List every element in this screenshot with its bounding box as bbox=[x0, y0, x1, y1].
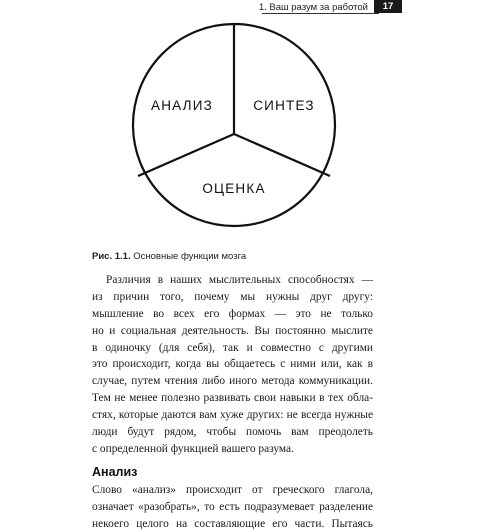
body-text bbox=[92, 272, 373, 532]
text-line: в одиночку (для себя), так и совместно с другими bbox=[92, 341, 373, 354]
text-line: некоего целого на составляющие его части. Пытаясь bbox=[92, 517, 373, 530]
text-line: но и социальная деятельность. Вы постоянно мыслите bbox=[92, 324, 373, 337]
evaluation-label: ОЦЕНКА bbox=[202, 181, 266, 196]
running-head: 1. Ваш разум за работой bbox=[258, 2, 368, 13]
divider-right bbox=[234, 134, 330, 176]
text-line: Различия в наших мыслительных способностях — bbox=[106, 274, 373, 286]
text-line: Тем не менее полезно развивать свои навыки в тех обла- bbox=[92, 392, 373, 405]
text-line: люди будут рядом, чтобы помочь вам преодолеть bbox=[92, 426, 373, 439]
section-heading: Анализ bbox=[92, 464, 138, 479]
brain-functions-figure bbox=[0, 0, 500, 240]
text-line: мышление во всех его формах — это не только bbox=[92, 307, 373, 320]
text-line: из причин того, почему мы нужны друг другу: bbox=[92, 290, 373, 303]
text-line: это происходит, когда вы общаетесь с ними или, как в bbox=[92, 358, 373, 371]
text-line: случае, путем чтения либо иного метода коммуникации. bbox=[92, 375, 373, 388]
page-number-badge: 17 bbox=[374, 0, 402, 13]
figure-diagram bbox=[0, 0, 500, 240]
paragraph-2 bbox=[92, 482, 373, 532]
text-line: означает «разобрать», то есть подразумевает разделение bbox=[92, 500, 373, 513]
text-line: Слово «анализ» происходит от греческого глагола, bbox=[92, 483, 373, 496]
text-line: с определенной функцией вашего разума. bbox=[92, 442, 294, 455]
text-line: стях, которые даются вам хуже других: не всегда нужные bbox=[92, 409, 373, 422]
divider-left bbox=[138, 134, 234, 176]
paragraph-1 bbox=[92, 272, 373, 458]
synthesis-label: СИНТЕЗ bbox=[253, 98, 315, 113]
figure-caption bbox=[92, 251, 246, 262]
caption-text: Основные функции мозга bbox=[133, 251, 247, 262]
analysis-label: АНАЛИЗ bbox=[151, 98, 213, 113]
caption-number: Рис. 1.1. bbox=[92, 251, 131, 262]
